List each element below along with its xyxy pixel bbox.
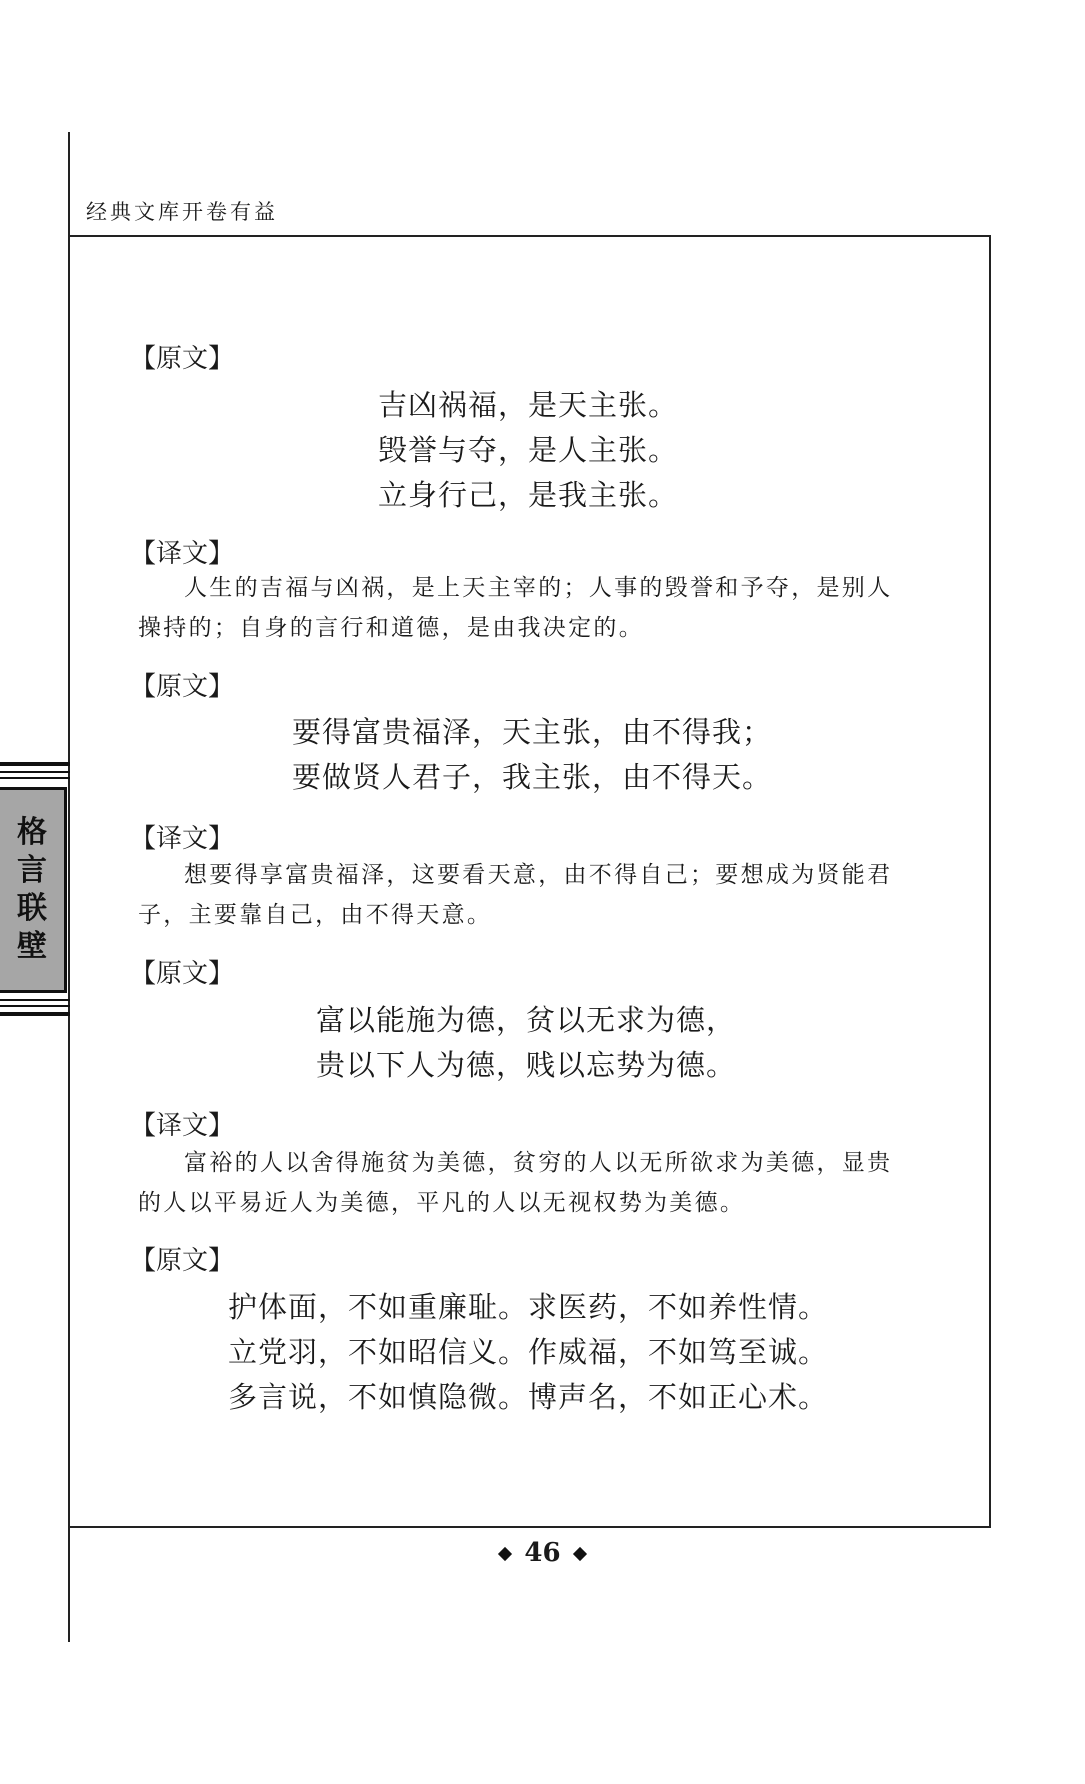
section-label-translation: 【译文】 [130, 824, 235, 854]
section-label-original: 【原文】 [130, 672, 235, 702]
tab-char: 联 [17, 891, 47, 926]
section-label-original: 【原文】 [130, 959, 235, 989]
verse-line: 护体面，不如重廉耻。求医药，不如养性情。 [228, 1290, 829, 1324]
section-label-translation: 【译文】 [130, 539, 235, 569]
verse-line: 立身行己，是我主张。 [378, 478, 679, 512]
tab-char: 壁 [17, 929, 47, 964]
verse-line: 要做贤人君子，我主张，由不得天。 [292, 760, 773, 794]
diamond-ornament-icon [498, 1547, 512, 1561]
tab-char: 言 [17, 853, 47, 888]
tab-bottom-bar-thick [0, 1012, 70, 1016]
page-footer [0, 1538, 1085, 1568]
tab-top-bar-thin [0, 777, 70, 779]
section-label-original: 【原文】 [130, 1246, 235, 1276]
translation-paragraph: 想要得享富贵福泽，这要看天意，由不得自己；要想成为贤能君子，主要靠自己，由不得天意。 [138, 862, 893, 928]
diamond-ornament-icon [573, 1547, 587, 1561]
verse-line: 要得富贵福泽，天主张，由不得我； [292, 715, 773, 749]
verse-line: 富以能施为德，贫以无求为德， [316, 1003, 737, 1037]
verse-line: 贵以下人为德，贱以忘势为德。 [316, 1048, 737, 1082]
verse-line: 多言说，不如慎隐微。博声名，不如正心术。 [228, 1380, 829, 1414]
page-number: 46 [524, 1538, 561, 1568]
tab-label-box [0, 787, 67, 993]
section-label-translation: 【译文】 [130, 1111, 235, 1141]
tab-char: 格 [17, 815, 47, 850]
tab-bottom-bar-thin [0, 999, 70, 1001]
header-rule [68, 235, 991, 237]
verse-line: 立党羽，不如昭信义。作威福，不如笃至诚。 [228, 1335, 829, 1369]
translation-paragraph: 富裕的人以舍得施贫为美德，贫穷的人以无所欲求为美德，显贵的人以平易近人为美德，平凡的人以无视权势为美德。 [138, 1150, 893, 1216]
footer-rule [68, 1526, 991, 1528]
verse-line: 毁誉与夺，是人主张。 [378, 433, 679, 467]
running-header: 经典文库开卷有益 [86, 200, 278, 224]
section-label-original: 【原文】 [130, 344, 235, 374]
tab-top-bar-thick [0, 762, 70, 766]
tab-top-bar-thin [0, 771, 70, 773]
side-section-tab [0, 762, 70, 1020]
verse-line: 吉凶祸福，是天主张。 [378, 388, 679, 422]
translation-paragraph: 人生的吉福与凶祸，是上天主宰的；人事的毁誉和予夺，是别人操持的；自身的言行和道德，是由我决定的。 [138, 575, 893, 641]
tab-bottom-bar-thin [0, 1005, 70, 1007]
right-frame-line [989, 235, 991, 1528]
